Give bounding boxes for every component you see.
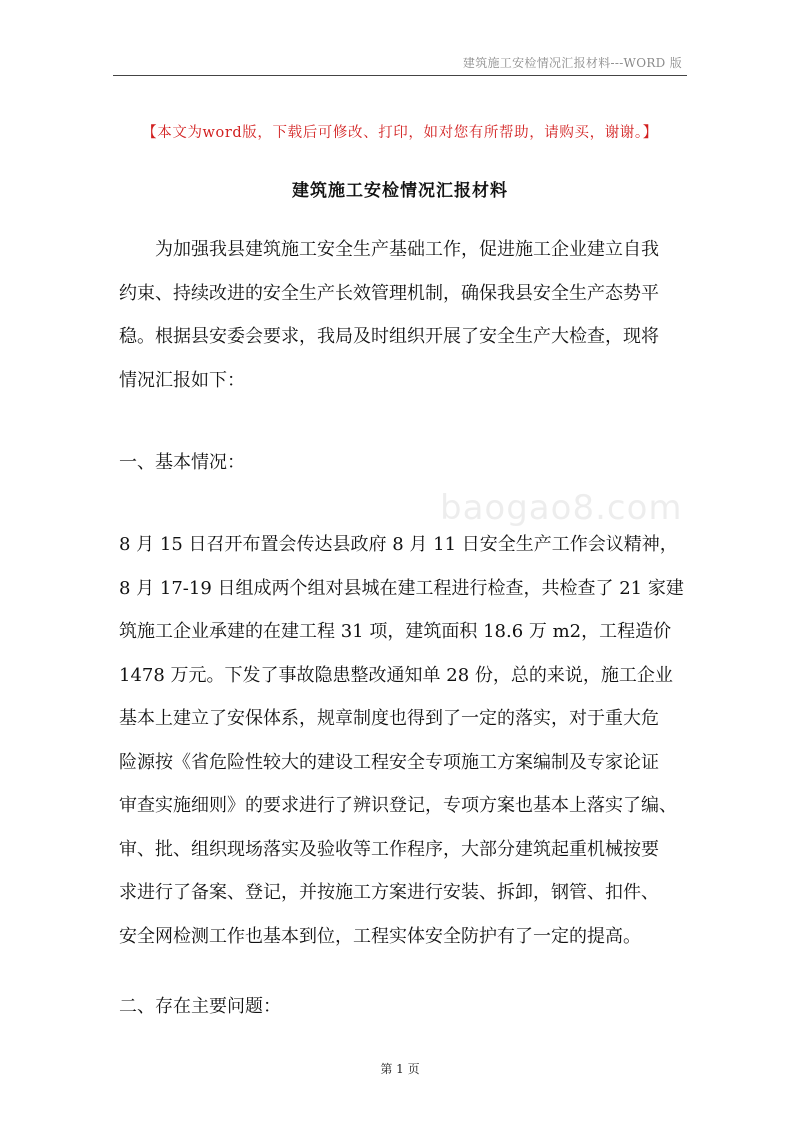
paragraph-line: 筑施工企业承建的在建工程 31 项，建筑面积 18.6 万 m2，工程造价 — [119, 621, 672, 642]
purchase-notice: 【本文为word版，下载后可修改、打印，如对您有所帮助，请购买，谢谢。】 — [142, 125, 658, 141]
page-number: 第 1 页 — [380, 1062, 420, 1076]
paragraph-line: 险源按《省危险性较大的建设工程安全专项施工方案编制及专家论证 — [119, 751, 659, 773]
paragraph-line: 为加强我县建筑施工安全生产基础工作，促进施工企业建立自我 — [119, 239, 659, 260]
paragraph-line: 8 月 15 日召开布置会传达县政府 8 月 11 日安全生产工作会议精神， — [119, 534, 678, 555]
paragraph-line: 约束、持续改进的安全生产长效管理机制，确保我县安全生产态势平 — [119, 282, 659, 304]
paragraph-line: 基本上建立了安保体系，规章制度也得到了一定的落实，对于重大危 — [119, 708, 659, 729]
paragraph-line: 情况汇报如下： — [119, 369, 245, 391]
paragraph-line: 审、批、组织现场落实及验收等工作程序，大部分建筑起重机械按要 — [119, 838, 659, 860]
section-heading-problems: 二、存在主要问题： — [119, 996, 281, 1017]
paragraph-line: 审查实施细则》的要求进行了辨识登记，专项方案也基本上落实了编、 — [119, 795, 677, 816]
header-divider — [113, 75, 687, 76]
paragraph-line: 求进行了备案、登记，并按施工方案进行安装、拆卸，钢管、扣件、 — [119, 882, 659, 903]
document-title: 建筑施工安检情况汇报材料 — [292, 181, 508, 201]
paragraph-line: 8 月 17-19 日组成两个组对县城在建工程进行检查，共检查了 21 家建 — [119, 577, 684, 599]
paragraph-line: 稳。根据县安委会要求，我局及时组织开展了安全生产大检查，现将 — [119, 326, 659, 347]
intro-paragraph — [119, 228, 685, 402]
paragraph-line: 1478 万元。下发了事故隐患整改通知单 28 份，总的来说，施工企业 — [119, 664, 673, 686]
running-header: 建筑施工安检情况汇报材料---WORD 版 — [462, 56, 682, 70]
basic-situation-paragraph — [119, 523, 685, 958]
section-heading-basic: 一、基本情况： — [119, 452, 245, 473]
paragraph-line: 安全网检测工作也基本到位，工程实体安全防护有了一定的提高。 — [119, 925, 641, 947]
watermark: baogao8.com — [440, 488, 683, 528]
